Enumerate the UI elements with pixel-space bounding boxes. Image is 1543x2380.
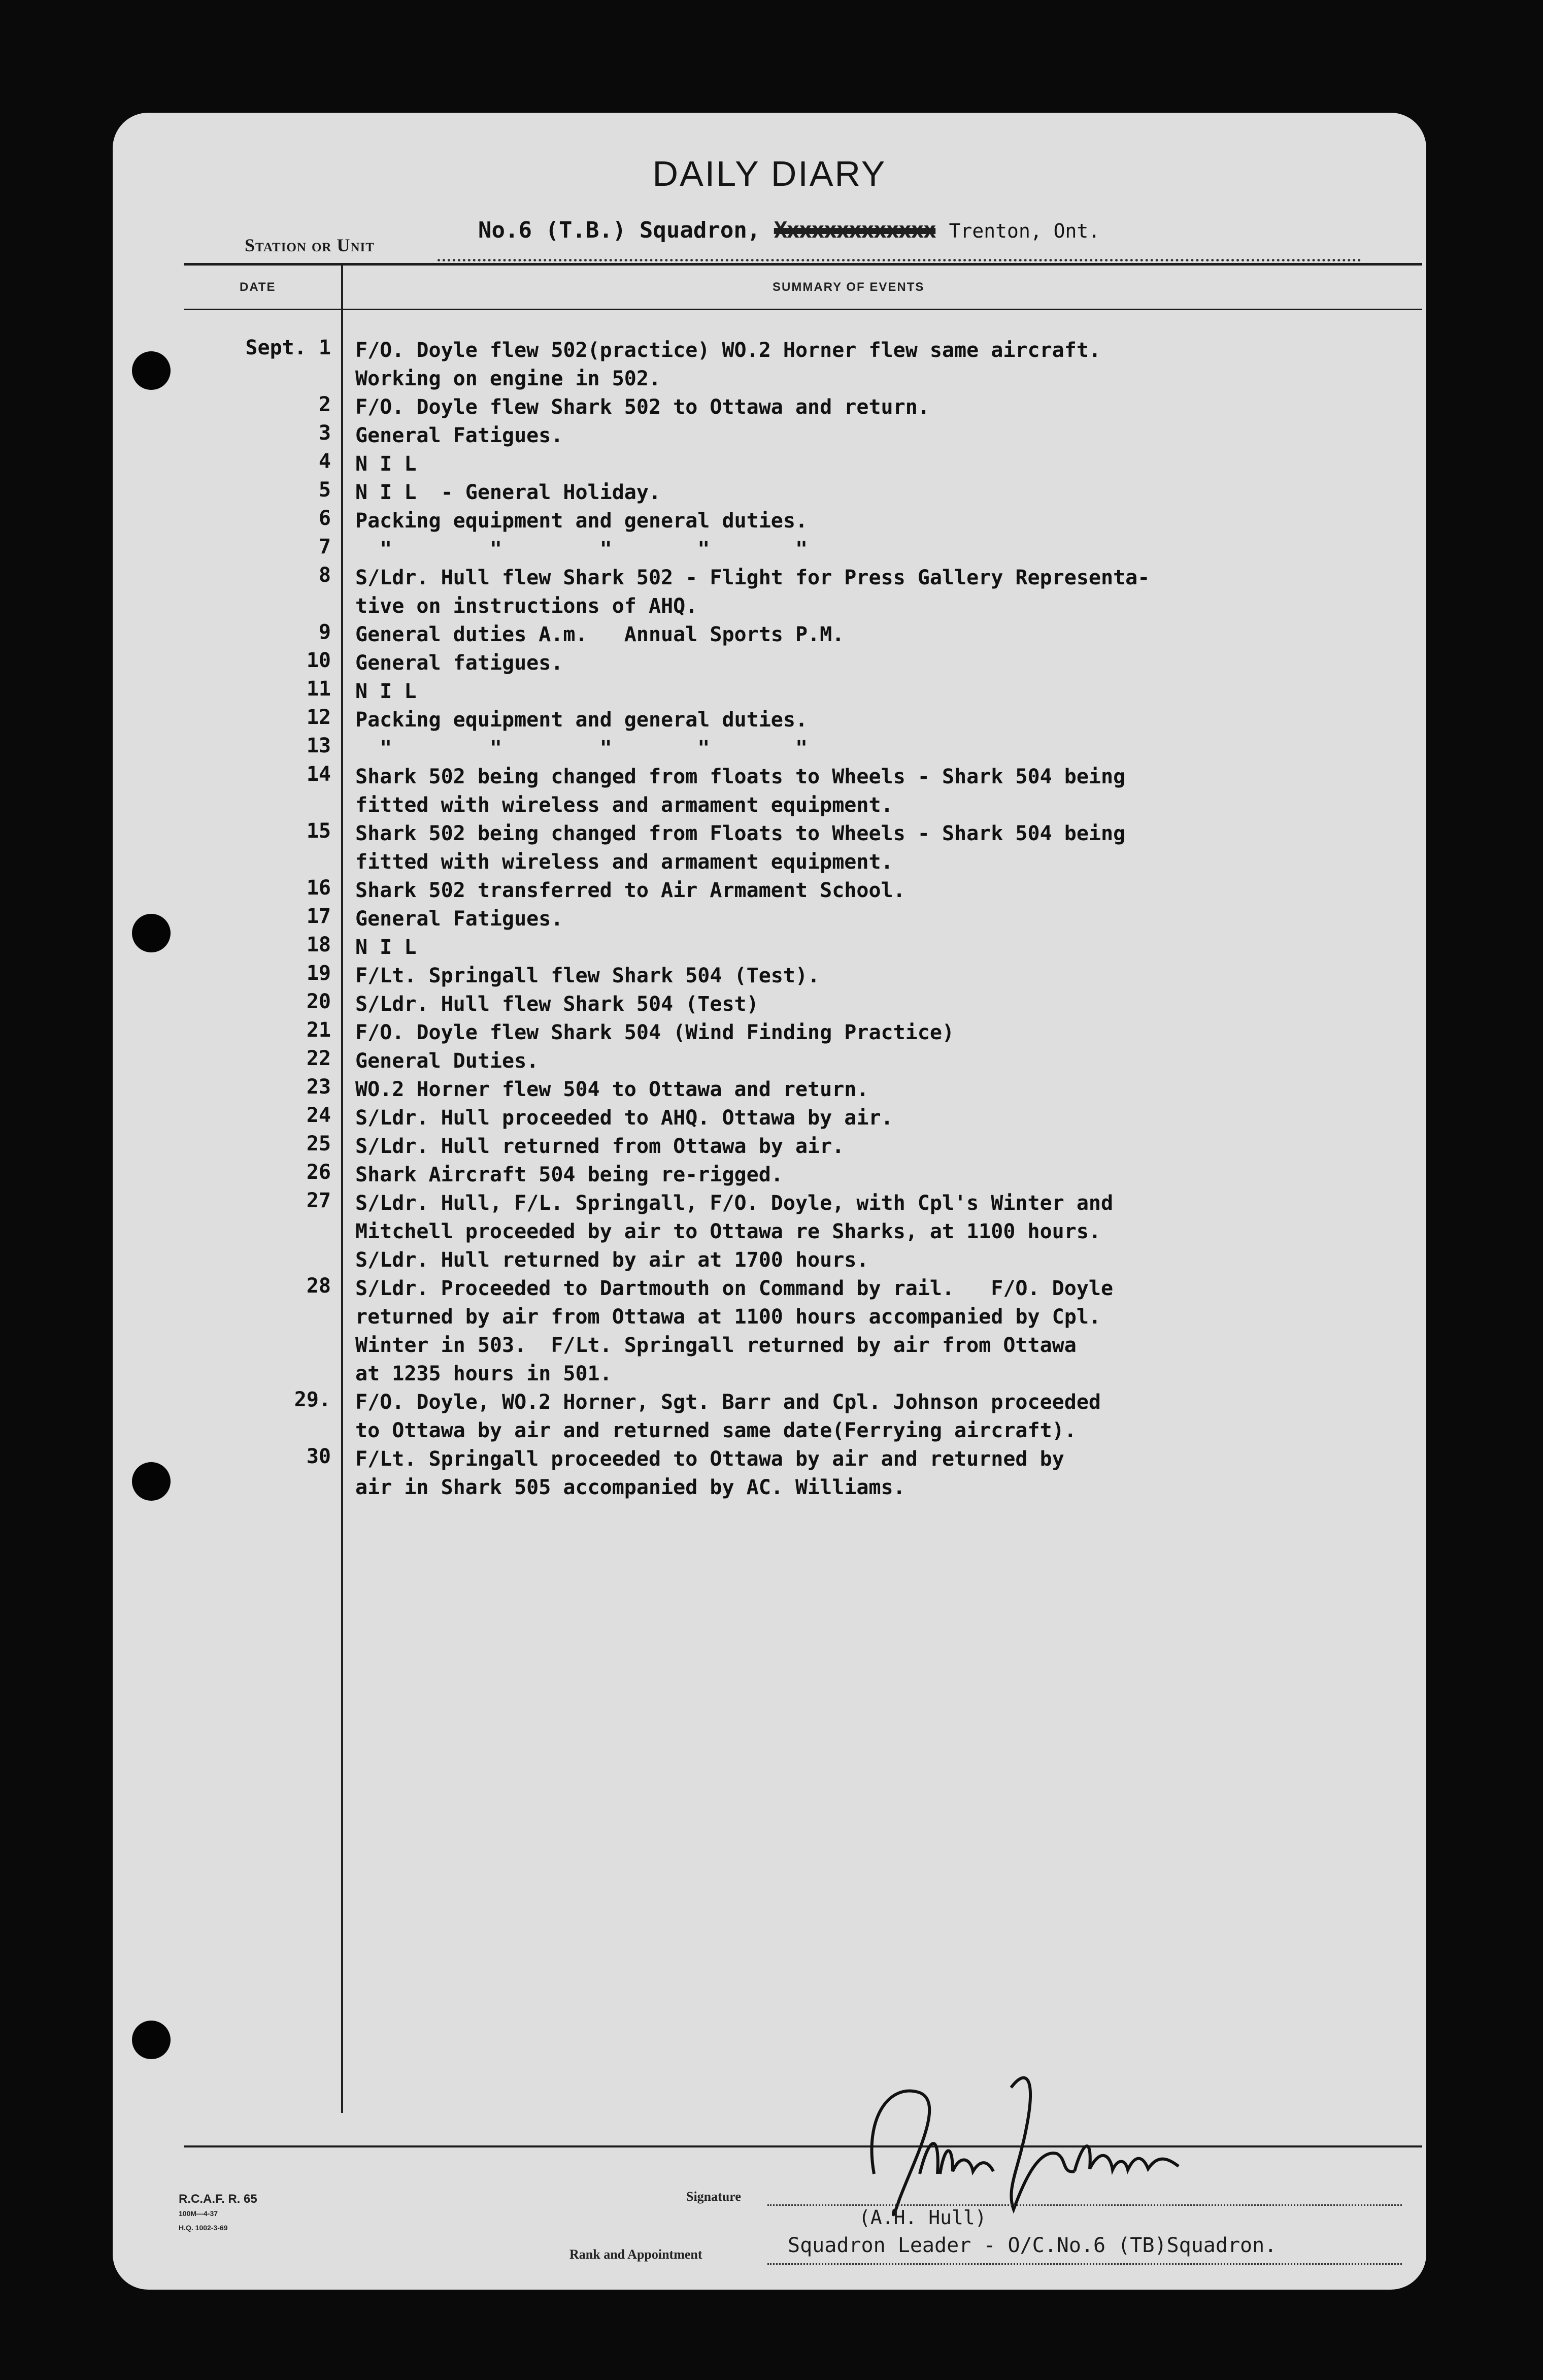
entry-summary (355, 763, 1411, 819)
punch-hole (132, 914, 171, 952)
entry-line: to Ottawa by air and returned same date(Ferrying aircraft). (355, 1419, 1077, 1442)
entry-date: 3 (318, 421, 331, 445)
entry-line: F/O. Doyle flew Shark 502 to Ottawa and return. (355, 395, 930, 419)
entry-summary (355, 649, 1411, 677)
entry-date: 11 (306, 677, 331, 701)
entry-line: fitted with wireless and armament equipment. (355, 850, 893, 874)
entry-date: 26 (306, 1161, 331, 1184)
station-value (478, 217, 1100, 243)
signature-label: Signature (686, 2189, 741, 2204)
entry-line: F/Lt. Springall flew Shark 504 (Test). (355, 964, 820, 987)
entry-date: 20 (306, 990, 331, 1013)
entry-line: N I L (355, 452, 417, 476)
entry-line: Shark 502 being changed from floats to Wheels - Shark 504 being (355, 765, 1126, 788)
entry-summary (355, 677, 1411, 706)
punch-hole (132, 351, 171, 390)
entry-line: S/Ldr. Hull flew Shark 502 - Flight for Press Gallery Representa- (355, 566, 1150, 589)
entry-date: 15 (306, 819, 331, 843)
entry-line: General Fatigues. (355, 907, 563, 931)
entry-line: Shark 502 being changed from Floats to Wheels - Shark 504 being (355, 822, 1126, 845)
entry-summary (355, 706, 1411, 734)
diary-sheet (113, 113, 1426, 2290)
entry-date: Sept. 1 (245, 336, 331, 359)
entry-date: 12 (306, 706, 331, 729)
rank-dotted-line (767, 2263, 1402, 2265)
entry-date: 22 (306, 1047, 331, 1070)
station-label: Station or Unit (245, 235, 375, 255)
entry-line: Mitchell proceeded by air to Ottawa re Sharks, at 1100 hours. (355, 1220, 1101, 1243)
entry-line: " " " " " (355, 737, 808, 760)
summary-column-header: SUMMARY OF EVENTS (773, 280, 925, 294)
punch-hole (132, 1462, 171, 1501)
entry-date: 10 (306, 649, 331, 672)
entry-summary (355, 905, 1411, 933)
entry-summary (355, 336, 1411, 393)
entry-line: Packing equipment and general duties. (355, 708, 808, 732)
entry-summary (355, 1047, 1411, 1075)
header-rule (184, 263, 1422, 266)
entry-summary (355, 1388, 1411, 1445)
entry-date: 30 (306, 1445, 331, 1468)
entry-date: 19 (306, 962, 331, 985)
entry-date: 17 (306, 905, 331, 928)
entry-summary (355, 393, 1411, 421)
entry-summary (355, 990, 1411, 1018)
entry-line: Shark Aircraft 504 being re-rigged. (355, 1163, 783, 1186)
entry-line: at 1235 hours in 501. (355, 1362, 612, 1385)
entry-summary (355, 1132, 1411, 1161)
entry-date: 7 (318, 535, 331, 558)
entry-date: 14 (306, 763, 331, 786)
station-unit: No.6 (T.B.) Squadron, (478, 217, 761, 243)
entry-summary (355, 507, 1411, 535)
entry-date: 4 (318, 450, 331, 473)
entry-summary (355, 478, 1411, 507)
entry-line: General Duties. (355, 1049, 539, 1073)
entry-date: 21 (306, 1018, 331, 1042)
entry-date: 25 (306, 1132, 331, 1155)
entry-summary (355, 876, 1411, 905)
form-code (179, 2192, 257, 2235)
entry-date: 9 (318, 620, 331, 644)
entry-line: Shark 502 transferred to Air Armament School. (355, 879, 905, 902)
entry-line: " " " " " (355, 538, 808, 561)
entry-date: 28 (306, 1274, 331, 1298)
entry-summary (355, 1161, 1411, 1189)
entry-line: General Fatigues. (355, 424, 563, 447)
entry-line: returned by air from Ottawa at 1100 hours accompanied by Cpl. (355, 1305, 1101, 1329)
entry-summary (355, 1445, 1411, 1502)
entry-date: 5 (318, 478, 331, 502)
entry-summary (355, 421, 1411, 450)
entry-line: Packing equipment and general duties. (355, 509, 808, 533)
entry-summary (355, 1075, 1411, 1104)
entry-summary (355, 1274, 1411, 1388)
entry-line: S/Ldr. Hull returned by air at 1700 hours. (355, 1248, 869, 1272)
entry-line: F/O. Doyle flew 502(practice) WO.2 Horner flew same aircraft. (355, 339, 1101, 362)
entry-line: S/Ldr. Hull, F/L. Springall, F/O. Doyle, with Cpl's Winter and (355, 1192, 1114, 1215)
entry-line: General fatigues. (355, 651, 563, 675)
entry-date: 27 (306, 1189, 331, 1212)
entry-summary (355, 1018, 1411, 1047)
entry-line: S/Ldr. Hull proceeded to AHQ. Ottawa by air. (355, 1106, 893, 1130)
entry-summary (355, 535, 1411, 564)
entry-line: F/Lt. Springall proceeded to Ottawa by air and returned by (355, 1447, 1064, 1471)
punch-hole (132, 2021, 171, 2059)
station-struck-text: Xxxxxxxxxxxxx (774, 217, 936, 243)
entry-date: 16 (306, 876, 331, 900)
entry-date: 8 (318, 564, 331, 587)
column-head-rule (184, 309, 1422, 310)
entry-line: S/Ldr. Hull returned from Ottawa by air. (355, 1135, 845, 1158)
entry-summary (355, 564, 1411, 620)
entry-summary (355, 933, 1411, 962)
entry-line: tive on instructions of AHQ. (355, 594, 698, 618)
rank-value: Squadron Leader - O/C.No.6 (TB)Squadron. (788, 2234, 1277, 2257)
entry-date: 23 (306, 1075, 331, 1099)
entry-summary (355, 620, 1411, 649)
entry-summary (355, 450, 1411, 478)
station-location: Trenton, Ont. (949, 220, 1100, 242)
entry-line: Working on engine in 502. (355, 367, 661, 390)
entry-line: F/O. Doyle flew Shark 504 (Wind Finding Practice) (355, 1021, 955, 1044)
diary-title: DAILY DIARY (652, 154, 887, 193)
signatory-name: (A.H. Hull) (859, 2206, 987, 2229)
entry-summary (355, 1104, 1411, 1132)
entry-line: air in Shark 505 accompanied by AC. Williams. (355, 1476, 905, 1499)
rank-label: Rank and Appointment (569, 2247, 702, 2262)
form-code-line: H.Q. 1002-3-69 (179, 2224, 228, 2232)
entry-date: 2 (318, 393, 331, 416)
entry-summary (355, 819, 1411, 876)
handwritten-signature (844, 2057, 1300, 2225)
entry-date: 13 (306, 734, 331, 757)
entry-line: N I L (355, 936, 417, 959)
entry-line: General duties A.m. Annual Sports P.M. (355, 623, 845, 646)
entry-date: 29. (294, 1388, 331, 1411)
entry-line: fitted with wireless and armament equipment. (355, 794, 893, 817)
entry-line: WO.2 Horner flew 504 to Ottawa and return. (355, 1078, 869, 1101)
entry-summary (355, 1189, 1411, 1274)
entry-line: Winter in 503. F/Lt. Springall returned by air from Ottawa (355, 1334, 1077, 1357)
form-code-line: R.C.A.F. R. 65 (179, 2192, 257, 2206)
column-divider (341, 265, 343, 2113)
entry-line: S/Ldr. Hull flew Shark 504 (Test) (355, 993, 759, 1016)
entry-summary (355, 734, 1411, 763)
station-dotted-line (438, 259, 1361, 261)
signature-dotted-line (767, 2204, 1402, 2206)
entry-line: F/O. Doyle, WO.2 Horner, Sgt. Barr and Cpl. Johnson proceeded (355, 1391, 1101, 1414)
entry-date: 6 (318, 507, 331, 530)
entry-date: 18 (306, 933, 331, 956)
date-column-header: DATE (240, 280, 276, 294)
entry-summary (355, 962, 1411, 990)
entry-line: S/Ldr. Proceeded to Dartmouth on Command by rail. F/O. Doyle (355, 1277, 1114, 1300)
entry-line: N I L (355, 680, 417, 703)
entry-line: N I L - General Holiday. (355, 481, 661, 504)
form-code-line: 100M—4-37 (179, 2209, 218, 2218)
entry-date: 24 (306, 1104, 331, 1127)
